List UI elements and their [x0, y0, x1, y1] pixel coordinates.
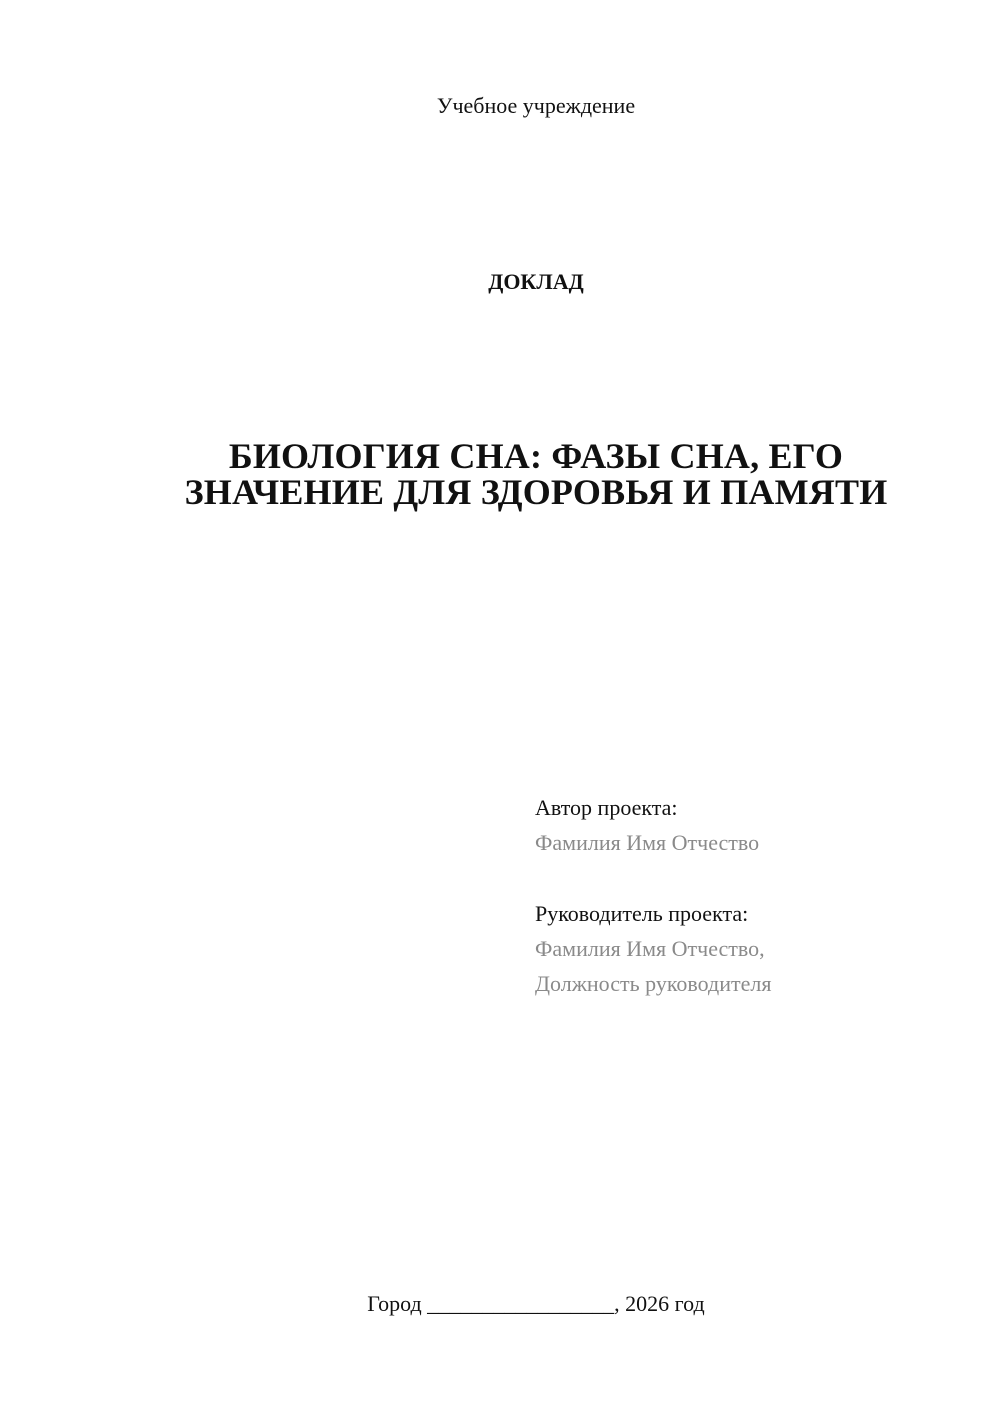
supervisor-position: Должность руководителя	[535, 971, 772, 996]
document-title-line-1: БИОЛОГИЯ СНА: ФАЗЫ СНА, ЕГО	[228, 436, 844, 476]
supervisor-label: Руководитель проекта:	[535, 901, 749, 926]
authors-block	[535, 790, 975, 1001]
author-label: Автор проекта:	[535, 795, 678, 820]
spacer	[535, 860, 975, 896]
document-type: ДОКЛАД	[488, 269, 584, 294]
document-title	[120, 438, 952, 510]
institution-name: Учебное учреждение	[436, 93, 636, 118]
document-title-line-2: ЗНАЧЕНИЕ ДЛЯ ЗДОРОВЬЯ И ПАМЯТИ	[184, 472, 888, 512]
author-name: Фамилия Имя Отчество	[535, 830, 760, 855]
city-year-line: Город _________________, 2026 год	[367, 1291, 705, 1316]
supervisor-name: Фамилия Имя Отчество,	[535, 936, 765, 961]
